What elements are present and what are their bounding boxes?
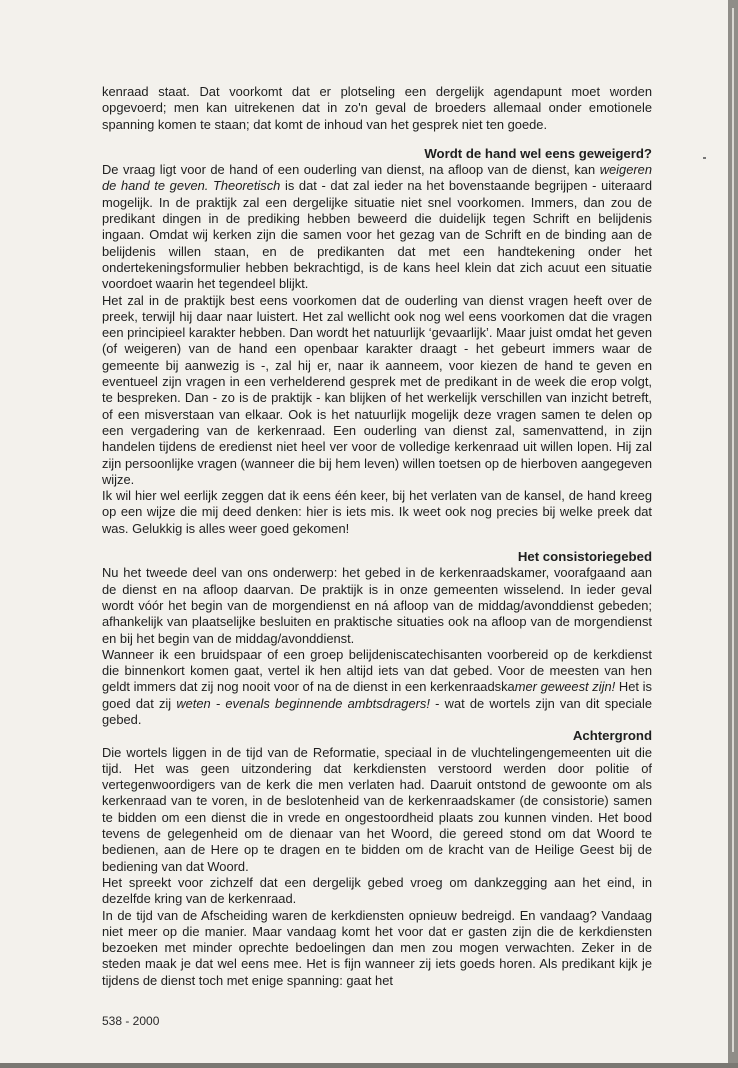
section1-paragraph-1: De vraag ligt voor de hand of een ouderling van dienst, na afloop van de dienst, kan weigeren de hand te geven. Theoretisch is dat - dat zal ieder na het bovenstaande begrijpen - uiteraard mogelijk. In de praktijk zal een dergelijke situatie niet snel voorkomen. Immers, dan zou de predikant dingen in de prediking hebben beweerd die duidelijk tegen Schrift en belijdenis ingaan. Omdat wij kerken zijn die samen voor het gezag van de Schrift en de binding aan de belijdenis willen staan, en de predikanten dat met een handtekening onder het ondertekeningsformulier hebben bekrachtigd, is de kans heel klein dat zich acuut een situatie voordoet waarin het tegendeel blijkt. [102, 162, 652, 292]
section1-paragraph-2: Het zal in de praktijk best eens voorkomen dat de ouderling van dienst vragen heeft over de preek, terwijl hij daar naar luistert. Het zal wellicht ook nog wel eens voorkomen dat die vragen een principieel karakter hebben. Dan wordt het natuurlijk ‘gevaarlijk’. Maar juist omdat het geven (of weigeren) van de hand een openbaar karakter draagt - het gebeurt immers waar de gemeente bij aanwezig is -, zal hij er, naar ik aanneem, voor kiezen de hand te geven en eventueel zijn vragen in een verhelderend gesprek met de predikant in de week die erop volgt, te bespreken. Dan - zo is de praktijk - kan blijken of het werkelijk verschillen van inzicht betreft, of een misverstaan van elkaar. Ook is het natuurlijk mogelijk deze vragen samen te delen op een vergadering van de kerkenraad. Een ouderling van dienst zal, samenvattend, in zijn handelen tijdens de eredienst niet heel ver voor de volledige kerkenraad uit willen lopen. Hij zal zijn persoonlijke vragen (wanneer die bij hem leven) willen toetsen op de hierboven aangegeven wijze. [102, 292, 652, 487]
page-number: 538 - 2000 [102, 1014, 160, 1028]
scan-edge-right [728, 0, 738, 1068]
section3-paragraph-3: In de tijd van de Afscheiding waren de kerkdiensten opnieuw bedreigd. En vandaag? Vandaag niet meer op die manier. Maar vandaag komt het voor dat er gasten zijn die de kerkdiensten bezoeken met minder oprechte bedoelingen dan men zou mogen verwachten. Zeker in de steden maak je dat wel eens mee. Het is fijn wanneer zij iets goeds horen. Als predikant kijk je tijdens de dienst toch met enige spanning: gaat het [102, 907, 652, 988]
heading-hand-geweigerd: Wordt de hand wel eens geweigerd? [424, 145, 652, 161]
heading-consistoriegebed: Het consistoriegebed [517, 549, 652, 565]
margin-mark [703, 157, 706, 159]
section1-paragraph-3: Ik wil hier wel eerlijk zeggen dat ik eens één keer, bij het verlaten van de kansel, de hand kreeg op een wijze die mij deed denken: hier is iets mis. Ik weet ook nog precies bij welke preek dat was. Gelukkig is alles weer goed gekomen! [102, 488, 652, 536]
scan-edge-bottom [0, 1063, 738, 1068]
section2-paragraph-2: Wanneer ik een bruidspaar of een groep belijdeniscatechisanten voorbereid op de kerkdienst die binnenkort komen gaat, vertel ik hen altijd iets van dat gebed. Voor de meesten van hen geldt immers dat zij nog nooit voor of na de dienst in een kerkenraadskamer geweest zijn! Het is goed dat zij weten - evenals beginnende ambtsdragers! - wat de wortels zijn van dit speciale gebed. [102, 646, 652, 727]
section3-paragraph-2: Het spreekt voor zichzelf dat een dergelijk gebed vroeg om dankzegging aan het eind, in dezelfde kring van de kerkenraad. [102, 874, 652, 907]
heading-achtergrond: Achtergrond [572, 728, 652, 744]
section2-paragraph-1: Nu het tweede deel van ons onderwerp: het gebed in de kerkenraadskamer, voorafgaand aan de dienst en na afloop daarvan. De praktijk is in onze gemeenten wisselend. In ieder geval wordt vóór het begin van de morgendienst en ná afloop van de middag/avonddienst gebeden; afhankelijk van plaatselijke besluiten en praktische situaties ook na afloop van de morgendienst en bij het begin van de middag/avonddienst. [102, 565, 652, 646]
article-body [102, 84, 652, 989]
intro-paragraph: kenraad staat. Dat voorkomt dat er plotseling een dergelijk agendapunt moet worden opgevoerd; men kan uitrekenen dat in zo'n geval de broeders allemaal onder emotionele spanning komen te staan; dat komt de inhoud van het gesprek niet ten goede. [102, 84, 652, 132]
section3-paragraph-1: Die wortels liggen in de tijd van de Reformatie, speciaal in de vluchtelingengemeenten uit die tijd. Het was geen uitzondering dat kerkdiensten verstoord werden door politie of vertegenwoordigers van de kerk die men verlaten had. Daaruit ontstond de gewoonte om als kerkenraad van te voren, in de beslotenheid van de kerkenraadskamer (de consistorie) samen te bidden om een dienst die in vrede en ongestoordheid plaats zou kunnen vinden. Het bood tevens de gelegenheid om de dienaar van het Woord, die gereed stond om dat Woord te bedienen, aan de Here op te dragen en te bidden om de kracht van de Heilige Geest bij de bediening van dat Woord. [102, 744, 652, 874]
